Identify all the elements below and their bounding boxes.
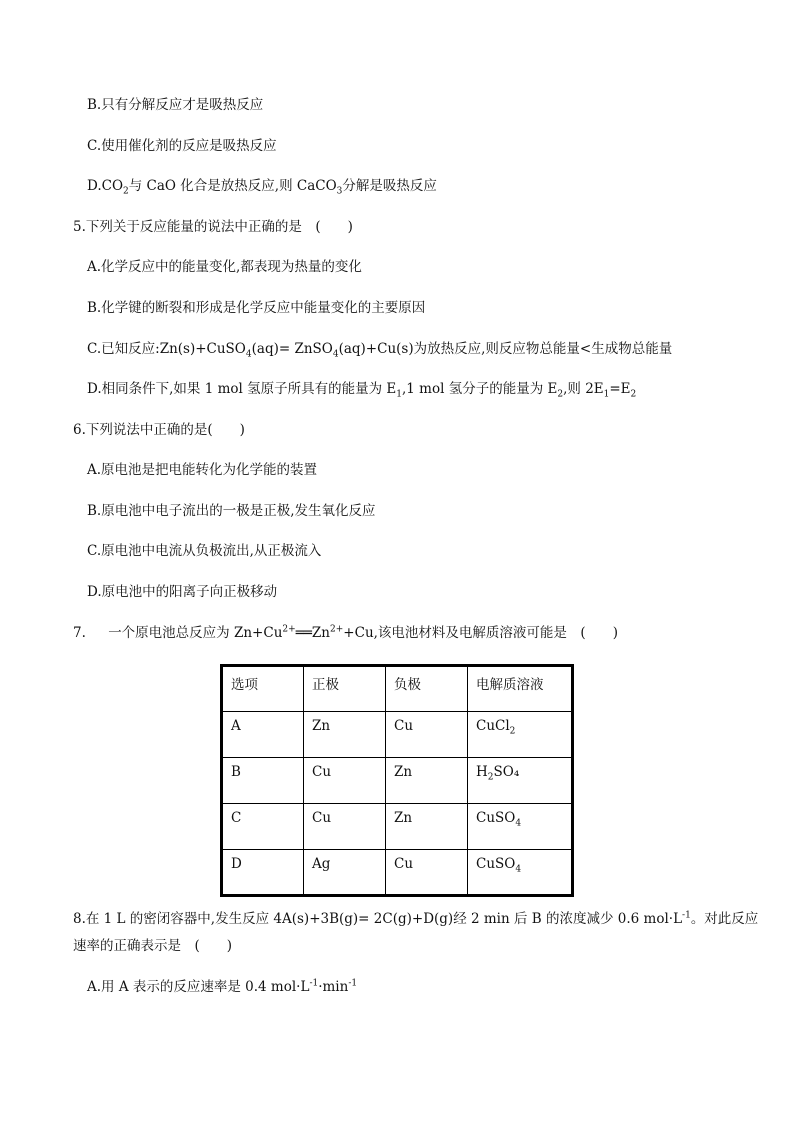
text: (aq)+Cu(s)为放热反应,则反应物总能量<生成物总能量 xyxy=(338,341,673,357)
subscript: 1 xyxy=(603,389,610,400)
text: ·min xyxy=(318,979,349,995)
text: =E xyxy=(609,381,631,397)
subscript: 2 xyxy=(487,772,494,783)
text: 与 CaO 化合是放热反应,则 CaCO xyxy=(128,178,337,194)
subscript: 2 xyxy=(123,186,129,197)
subscript: 4 xyxy=(515,818,522,829)
superscript: 2+ xyxy=(282,624,296,635)
text: D.相同条件下,如果 1 mol 氢原子所具有的能量为 E xyxy=(87,381,397,397)
question-5: 5.下列关于反应能量的说法中正确的是 ( ) xyxy=(73,219,353,235)
subscript: 4 xyxy=(245,349,252,360)
options-table xyxy=(220,664,574,897)
text: D.CO xyxy=(87,178,124,194)
option-a-q6: A.原电池是把电能转化为化学能的装置 xyxy=(87,462,318,478)
table-row xyxy=(222,850,573,896)
cell: Zn xyxy=(386,804,468,850)
question-8-line-2: 速率的正确表示是 ( ) xyxy=(73,938,233,954)
option-a-q8 xyxy=(87,978,357,996)
question-number: 7. xyxy=(73,625,86,641)
option-d-q4 xyxy=(87,177,437,195)
option-c-q5 xyxy=(87,340,672,358)
question-6: 6.下列说法中正确的是( ) xyxy=(73,422,245,438)
table-row xyxy=(222,804,573,850)
header-cell: 选项 xyxy=(222,666,304,712)
text: ══Zn xyxy=(295,625,331,641)
superscript: -1 xyxy=(348,978,358,989)
cell: Zn xyxy=(304,712,386,758)
header-cell: 电解质溶液 xyxy=(468,666,573,712)
option-b-q4: B.只有分解反应才是吸热反应 xyxy=(87,97,264,113)
cell xyxy=(468,804,573,850)
subscript: 4 xyxy=(332,349,339,360)
cell xyxy=(468,712,573,758)
text: ,1 mol 氢分子的能量为 E xyxy=(402,381,558,397)
cell xyxy=(468,850,573,896)
cell: Cu xyxy=(386,712,468,758)
text: 。对此反应 xyxy=(690,911,759,927)
subscript: 2 xyxy=(509,726,516,737)
cell xyxy=(468,758,573,804)
option-d-q6: D.原电池中的阳离子向正极移动 xyxy=(87,584,278,600)
text: CuCl xyxy=(476,718,510,734)
option-a-q5: A.化学反应中的能量变化,都表现为热量的变化 xyxy=(87,259,362,275)
option-c-q4: C.使用催化剂的反应是吸热反应 xyxy=(87,138,277,154)
question-8-line-1 xyxy=(73,910,758,928)
superscript: 2+ xyxy=(330,624,344,635)
option-b-q5: B.化学键的断裂和形成是化学反应中能量变化的主要原因 xyxy=(87,300,426,316)
subscript: 1 xyxy=(396,389,403,400)
text: 一个原电池总反应为 Zn+Cu xyxy=(108,625,283,641)
subscript: 2 xyxy=(630,389,637,400)
cell: Zn xyxy=(386,758,468,804)
cell: Cu xyxy=(304,758,386,804)
text: 分解是吸热反应 xyxy=(342,178,437,194)
cell: C xyxy=(222,804,304,850)
cell: Ag xyxy=(304,850,386,896)
subscript: 3 xyxy=(336,186,343,197)
option-b-q6: B.原电池中电子流出的一极是正极,发生氧化反应 xyxy=(87,503,376,519)
cell: Cu xyxy=(386,850,468,896)
text: CuSO xyxy=(476,856,516,872)
text: C.已知反应:Zn(s)+CuSO xyxy=(87,341,246,357)
text: ,则 2E xyxy=(563,381,604,397)
cell: A xyxy=(222,712,304,758)
text: H xyxy=(476,764,488,780)
superscript: -1 xyxy=(682,910,691,921)
table-row xyxy=(222,758,573,804)
text: CuSO xyxy=(476,810,516,826)
header-cell: 正极 xyxy=(304,666,386,712)
option-c-q6: C.原电池中电流从负极流出,从正极流入 xyxy=(87,543,322,559)
cell: D xyxy=(222,850,304,896)
cell: Cu xyxy=(304,804,386,850)
subscript: 4 xyxy=(515,864,522,875)
option-d-q5 xyxy=(87,380,636,398)
text: +Cu,该电池材料及电解质溶液可能是 ( ) xyxy=(343,625,618,641)
cell: B xyxy=(222,758,304,804)
text: (aq)= ZnSO xyxy=(251,341,333,357)
subscript: 2 xyxy=(557,389,564,400)
superscript: -1 xyxy=(309,978,319,989)
text: A.用 A 表示的反应速率是 0.4 mol·L xyxy=(87,979,310,995)
table-row xyxy=(222,712,573,758)
text: SO₄ xyxy=(493,764,520,780)
header-cell: 负极 xyxy=(386,666,468,712)
text: 8.在 1 L 的密闭容器中,发生反应 4A(s)+3B(g)= 2C(g)+D(g)经 2 min 后 B 的浓度减少 0.6 mol·L xyxy=(73,911,683,927)
table-header-row xyxy=(222,666,573,712)
question-7 xyxy=(73,624,618,642)
